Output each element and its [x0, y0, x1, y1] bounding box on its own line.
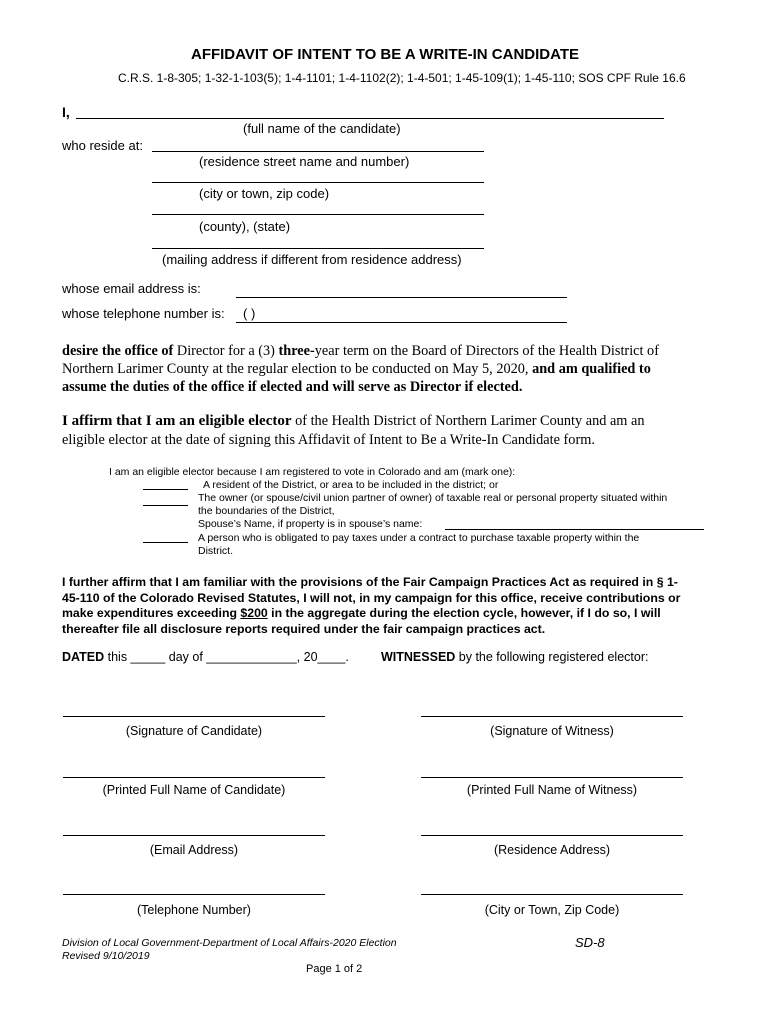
candidate-signature-caption: (Signature of Candidate)	[125, 724, 263, 738]
affirm-paragraph: I affirm that I am an eligible elector of the Health District of Northern Larimer County and am an eligible elector at the date of signing this Affidavit of Intent to Be a Write-In Candidate form.	[62, 413, 645, 448]
witness-address-caption: (Residence Address)	[493, 843, 611, 857]
email-label: whose email address is:	[62, 281, 201, 296]
witness-printed-name-caption: (Printed Full Name of Witness)	[466, 783, 638, 797]
candidate-printed-name-line[interactable]	[63, 777, 325, 778]
county-caption: (county), (state)	[199, 219, 291, 234]
city-line[interactable]	[152, 182, 484, 183]
dated-line: DATED this _____ day of _____________, 20____.	[62, 650, 349, 664]
witness-city-caption: (City or Town, Zip Code)	[484, 903, 620, 917]
mailing-caption: (mailing address if different from residence address)	[162, 252, 462, 267]
statute-references: C.R.S. 1-8-305; 1-32-1-103(5); 1-4-1101; 1-4-1102(2); 1-4-501; 1-45-109(1); 1-45-110; SOS CPF Rule 16.6	[118, 71, 686, 85]
form-id: SD-8	[575, 935, 605, 950]
witnessed-line: WITNESSED by the following registered elector:	[381, 650, 649, 664]
witness-signature-caption: (Signature of Witness)	[490, 724, 614, 738]
phone-parens: ( )	[243, 306, 256, 321]
footer-agency: Division of Local Government-Department of Local Affairs-2020 Election Revised 9/10/2019	[62, 937, 397, 962]
option-owner-text-2: the boundaries of the District,	[198, 505, 335, 517]
candidate-phone-caption: (Telephone Number)	[137, 903, 251, 917]
candidate-phone-line[interactable]	[63, 894, 325, 895]
option-contract-text-2: District.	[198, 545, 233, 557]
candidate-email-caption: (Email Address)	[149, 843, 239, 857]
street-caption: (residence street name and number)	[199, 154, 410, 169]
reside-label: who reside at:	[62, 138, 143, 153]
full-name-caption: (full name of the candidate)	[243, 121, 401, 136]
option-resident-text: A resident of the District, or area to be included in the district; or	[203, 479, 499, 491]
phone-label: whose telephone number is:	[62, 306, 225, 321]
email-line[interactable]	[236, 297, 567, 298]
page-number: Page 1 of 2	[306, 963, 363, 975]
witness-address-line[interactable]	[421, 835, 683, 836]
elector-intro: I am an eligible elector because I am registered to vote in Colorado and am (mark one):	[109, 466, 516, 478]
option-contract-text-1: A person who is obligated to pay taxes under a contract to purchase taxable property within the	[198, 532, 640, 544]
witness-printed-name-line[interactable]	[421, 777, 683, 778]
spouse-name-line[interactable]	[445, 529, 704, 530]
street-line[interactable]	[152, 151, 484, 152]
candidate-signature-line[interactable]	[63, 716, 325, 717]
option-owner-text-1: The owner (or spouse/civil union partner of owner) of taxable real or personal property situated within	[198, 492, 668, 504]
witness-city-line[interactable]	[421, 894, 683, 895]
candidate-name-line[interactable]	[76, 118, 664, 119]
city-caption: (city or town, zip code)	[199, 186, 330, 201]
witness-signature-line[interactable]	[421, 716, 683, 717]
candidate-printed-name-caption: (Printed Full Name of Candidate)	[102, 783, 286, 797]
option-owner-mark[interactable]	[143, 505, 188, 506]
phone-line[interactable]	[236, 322, 567, 323]
option-contract-mark[interactable]	[143, 542, 188, 543]
spouse-name-label: Spouse’s Name, if property is in spouse’s name:	[198, 518, 423, 530]
i-label: I,	[62, 104, 70, 120]
option-resident-mark[interactable]	[143, 489, 188, 490]
fcpa-paragraph: I further affirm that I am familiar with the provisions of the Fair Campaign Practices Act as required in § 1- 45-110 of the Colorado Revised Statutes, I will not, in my campaign for this office, receive contributions or make expenditures exceeding $200 in the aggregate during the election cycle, however, if I do so, I will thereafter file all disclosure reports required under the fair campaign practices act.	[62, 575, 681, 636]
document-title: AFFIDAVIT OF INTENT TO BE A WRITE-IN CANDIDATE	[190, 46, 580, 63]
mailing-line[interactable]	[152, 248, 484, 249]
candidate-email-line[interactable]	[63, 835, 325, 836]
desire-paragraph: desire the office of Director for a (3) three-year term on the Board of Directors of the Health District of Northern Larimer County at the regular election to be conducted on May 5, 2020, and am qualified to assume the duties of the office if elected and will serve as Director if elected.	[62, 343, 659, 395]
county-line[interactable]	[152, 214, 484, 215]
